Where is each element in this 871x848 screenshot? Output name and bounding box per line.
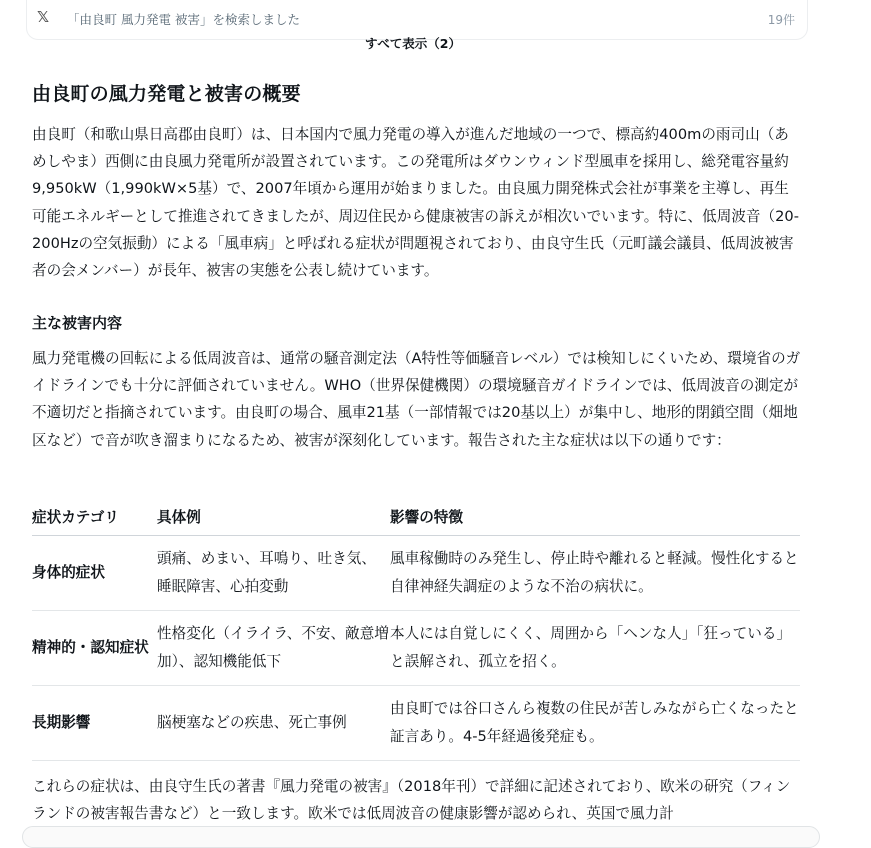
row-category: 身体的症状 [32, 536, 157, 611]
x-logo-icon: 𝕏 [37, 8, 50, 26]
row-category: 長期影響 [32, 686, 157, 761]
table-row [32, 686, 800, 761]
row-examples: 脳梗塞などの疾患、死亡事例 [157, 686, 390, 761]
bottom-input-bar[interactable] [22, 826, 820, 848]
row-examples: 頭痛、めまい、耳鳴り、吐き気、睡眠障害、心拍変動 [157, 536, 390, 611]
row-impact: 風車稼働時のみ発生し、停止時や離れると軽減。慢性化すると自律神経失調症のような不治の病状に。 [390, 536, 800, 611]
damage-paragraph: 風力発電機の回転による低周波音は、通常の騒音測定法（A特性等価騒音レベル）では検知しにくいため、環境省のガイドラインでも十分に評価されていません。WHO（世界保健機関）の環境騒音ガイドラインでは、低周波音の測定が不適切だと指摘されています。由良町の場合、風車21基（一部情報では20基以上）が集中し、地形的閉鎖空間（畑地区など）で音が吹き溜まりになるため、被害が深刻化しています。報告された主な症状は以下の通りです： [32, 350, 801, 449]
row-category: 精神的・認知症状 [32, 611, 157, 686]
header-impact: 影響の特徴 [390, 498, 800, 536]
search-query-text: 「由良町 風力発電 被害」を検索しました [67, 12, 300, 27]
result-count: 19件 [767, 13, 795, 27]
header-examples: 具体例 [157, 498, 390, 536]
damage-heading: 主な被害内容 [32, 314, 123, 332]
show-all-link[interactable]: すべて表示（2） [365, 36, 461, 51]
header-category: 症状カテゴリ [32, 498, 157, 536]
article-content [32, 80, 804, 823]
table-header-row [32, 498, 800, 536]
table-row [32, 536, 800, 611]
row-impact: 由良町では谷口さんら複数の住民が苦しみながら亡くなったと証言あり。4-5年経過後発症も。 [390, 686, 800, 761]
article-title: 由良町の風力発電と被害の概要 [32, 83, 301, 105]
intro-paragraph: 由良町（和歌山県日高郡由良町）は、日本国内で風力発電の導入が進んだ地域の一つで、標高約400mの雨司山（あめしやま）西側に由良風力発電所が設置されています。この発電所はダウンウィンド型風車を採用し、総発電容量約9,950kW（1,990kW×5基）で、2007年頃から運用が始まりました。由良風力開発株式会社が事業を主導し、再生可能エネルギーとして推進されてきましたが、周辺住民から健康被害の訴えが相次いでいます。特に、低周波音（20-200Hzの空気振動）による「風車病」と呼ばれる症状が問題視されており、由良守生氏（元町議会議員、低周波被害者の会メンバー）が長年、被害の実態を公表し続けています。 [32, 126, 799, 280]
symptom-table [32, 498, 800, 761]
table-row [32, 611, 800, 686]
row-examples: 性格変化（イライラ、不安、敵意増加）、認知機能低下 [157, 611, 390, 686]
closing-paragraph: これらの症状は、由良守生氏の著書『風力発電の被害』（2018年刊）で詳細に記述されており、欧米の研究（フィンランドの被害報告書など）と一致します。欧米では低周波音の健康影響が認められ、英国で風力計 [32, 778, 791, 823]
row-impact: 本人には自覚しにくく、周囲から「ヘンな人」「狂っている」と誤解され、孤立を招く。 [390, 611, 800, 686]
